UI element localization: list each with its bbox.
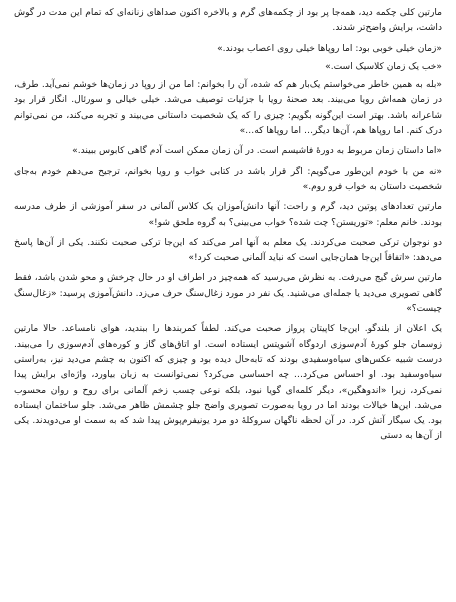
paragraph-5: «اما داستان زمان مربوط به دورهٔ فاشیسم است. در آن زمان ممکن است آدم گاهی کابوس ببیند.» xyxy=(72,146,442,157)
paragraph-7: مارتین تعدادهای پوتین دید، گرم و راحت: آنها دانش‌آموزان یک کلاس آلمانی در سفر آموزشی از طرف مدرسه بودند. خانم معلم: «توریستن؟ چت شده؟ خواب می‌بینی؟ به گروه ملحق شو!» xyxy=(14,202,442,228)
paragraph-10: یک اعلان از بلندگو. این‌جا کاپیتان پرواز صحبت می‌کند. لطفاً کمربندها را ببندید، هوای نامساعد. حالا مارتین زوسمان جلو کورهٔ آدم‌سوزی اردوگاه آشویتس ایستاده است. او اتاق‌های گاز و کوره‌های آدم‌سوزی را می‌بیند. درست شبیه عکس‌های سیاه‌وسفیدی بودند که تابه‌حال دیده بود و چیزی که اکنون به چشم می‌دید نیز، به‌راستی سیاه‌وسفید بود. او احساس می‌کرد… چه احساسی می‌کرد؟ نمی‌توانست به زبان بیاورد، واژه‌ای برایش پیدا نمی‌کرد، زیرا «اندوهگین»، دیگر کلمه‌ای گویا نبود، بلکه نوعی چسب زخم آلمانی برای روح و روان محسوب می‌شد. این‌ها خیالات بودند اما در رویا به‌صورت تصویری واضح جلو چشمش ظاهر می‌شد. جلو ساختمان ایستاده بود. یک سیگار آتش کرد. در آن لحظه ناگهان سروکلهٔ دو مرد یونیفرم‌پوش پیدا شد که به سمت او می‌دویدند. یکی از آن‌ها به دستی xyxy=(14,324,442,442)
paragraph-6: «نه من با خودم این‌طور می‌گویم: اگر قرار باشد در کتابی خواب و رویا بخوانم، ترجیح می‌دهم خودم به‌جای شخصیت داستان به خواب فرو روم.» xyxy=(14,166,442,192)
paragraph-1: مارتین کلی چکمه دید، همه‌جا پر بود از چکمه‌های گرم و بالاخره اکنون صداهای زنانه‌ای که تمام این مدت در گوش داشت، برایش واضح‌تر شدند. xyxy=(14,8,442,34)
document-page xyxy=(14,6,442,450)
paragraph-2: «زمان خیلی خوبی بود: اما روپاها خیلی روی اعصاب بودند.» xyxy=(217,43,442,54)
paragraph-4: «بله به همین خاطر می‌خواستم یک‌بار هم که شده، آن را بخوانم: اما من از روپا در زمان‌ها خوشم نمی‌آید. طرف، در زمان همه‌اش رویا می‌بیند. بعد صحنهٔ رویا با جزئیات توصیف می‌شد. خیلی خیالی و سورئال. انگار قرار بود شاعرانه باشد. بهتر است این‌گونه بگویم: چیزی را که یک شخصیت داستانی می‌بیند و تجربه می‌کند، من نمی‌توانم درک کنم. اما روپاها هم، آن‌ها دیگر… اما روپاها که…» xyxy=(14,80,442,137)
paragraph-8: دو نوجوان ترکی صحبت می‌کردند. یک معلم به آنها امر می‌کند که این‌جا ترکی صحبت نکنند. یکی از آن‌ها پاسخ می‌دهد: «اتفاقاً این‌جا همان‌جایی است که نباید آلمانی صحبت کرد!» xyxy=(14,237,442,264)
paragraph-9: مارتین سرش گیج می‌رفت. به نظرش می‌رسید که همه‌چیز در اطراف او در حال چرخش و محو شدن باشد، فقط گاهی تصویری می‌دید یا جمله‌ای می‌شنید. یک نفر در مورد زغال‌سنگ حرف می‌زد. دانش‌آموزی پرسید: «زغال‌سنگ چیست؟» xyxy=(14,273,442,315)
paragraph-3: «خب یک زمان کلاسیک است.» xyxy=(325,61,442,72)
